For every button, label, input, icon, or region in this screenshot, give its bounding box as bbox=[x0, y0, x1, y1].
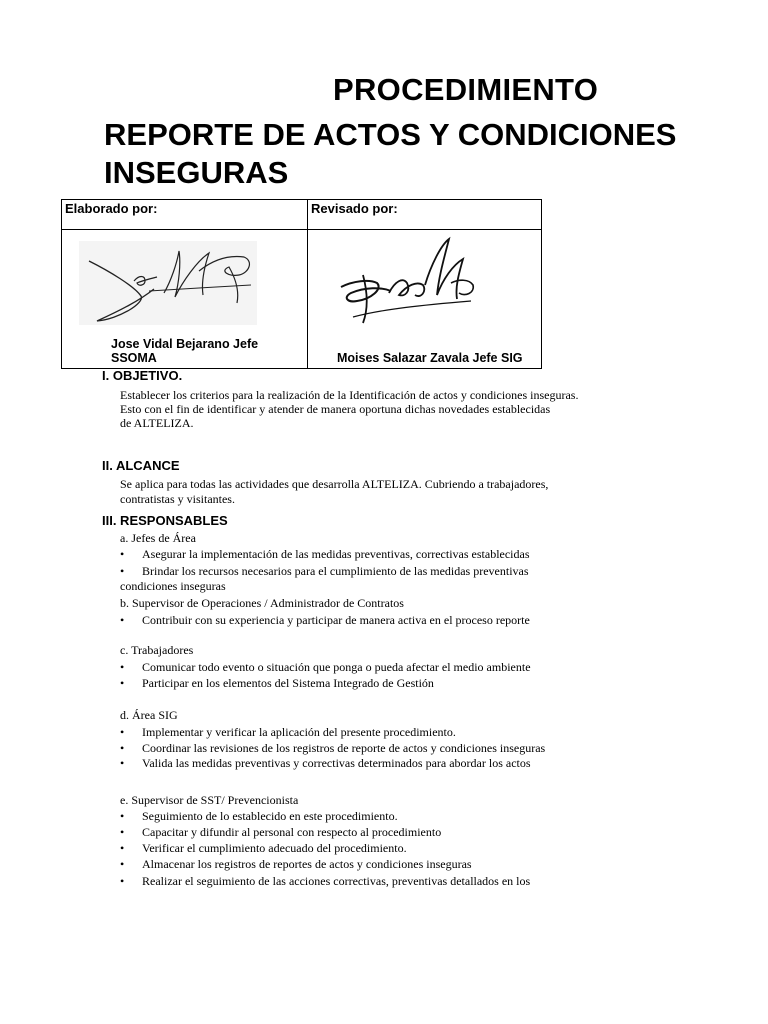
bullet-icon: • bbox=[120, 756, 125, 770]
bullet-icon: • bbox=[120, 841, 125, 855]
section-objetivo-heading: I. OBJETIVO. bbox=[102, 368, 183, 383]
signature-moises-salazar-image bbox=[333, 235, 483, 329]
alcance-line: Se aplica para todas las actividades que desarrolla ALTELIZA. Cubriendo a trabajadores, bbox=[120, 477, 549, 491]
responsable-c-title: c. Trabajadores bbox=[120, 643, 194, 657]
revisado-header-cell bbox=[307, 199, 542, 230]
objetivo-line: de ALTELIZA. bbox=[120, 416, 194, 430]
list-item: Verificar el cumplimiento adecuado del procedimiento. bbox=[142, 841, 407, 855]
objetivo-line: Establecer los criterios para la realización de la Identificación de actos y condiciones inseguras. bbox=[120, 388, 579, 402]
list-item: Brindar los recursos necesarios para el cumplimiento de las medidas preventivas bbox=[142, 564, 529, 578]
bullet-icon: • bbox=[120, 809, 125, 823]
bullet-icon: • bbox=[120, 825, 125, 839]
bullet-icon: • bbox=[120, 676, 125, 690]
subtitle-line-2: INSEGURAS bbox=[104, 155, 289, 190]
signature-table bbox=[61, 199, 542, 369]
list-item: Contribuir con su experiencia y participar de manera activa en el proceso reporte bbox=[142, 613, 530, 627]
list-item: Implementar y verificar la aplicación del presente procedimiento. bbox=[142, 725, 456, 739]
subtitle-line-1: REPORTE DE ACTOS Y CONDICIONES bbox=[104, 117, 677, 152]
bullet-icon: • bbox=[120, 564, 125, 578]
list-item: Asegurar la implementación de las medidas preventivas, correctivas establecidas bbox=[142, 547, 530, 561]
list-item: Capacitar y difundir al personal con respecto al procedimiento bbox=[142, 825, 442, 839]
bullet-icon: • bbox=[120, 741, 125, 755]
objetivo-line: Esto con el fin de identificar y atender de manera oportuna dichas novedades establecidas bbox=[120, 402, 551, 416]
revisado-name: Moises Salazar Zavala Jefe SIG bbox=[337, 351, 523, 365]
list-item: Seguimiento de lo establecido en este procedimiento. bbox=[142, 809, 398, 823]
list-item: Participar en los elementos del Sistema Integrado de Gestión bbox=[142, 676, 434, 690]
bullet-icon: • bbox=[120, 874, 125, 888]
section-alcance-heading: II. ALCANCE bbox=[102, 458, 180, 473]
list-item: Almacenar los registros de reportes de actos y condiciones inseguras bbox=[142, 857, 472, 871]
bullet-icon: • bbox=[120, 613, 125, 627]
elaborado-header-cell bbox=[61, 199, 308, 230]
bullet-icon: • bbox=[120, 660, 125, 674]
bullet-icon: • bbox=[120, 547, 125, 561]
alcance-line: contratistas y visitantes. bbox=[120, 492, 235, 506]
responsable-a-title: a. Jefes de Área bbox=[120, 531, 196, 545]
list-item: Realizar el seguimiento de las acciones correctivas, preventivas detallados en los bbox=[142, 874, 531, 888]
list-item-continuation: condiciones inseguras bbox=[120, 579, 226, 593]
section-responsables-heading: III. RESPONSABLES bbox=[102, 513, 228, 528]
list-item: Coordinar las revisiones de los registros de reporte de actos y condiciones inseguras bbox=[142, 741, 546, 755]
list-item: Valida las medidas preventivas y correctivas determinados para abordar los actos bbox=[142, 756, 531, 770]
responsable-e-title: e. Supervisor de SST/ Prevencionista bbox=[120, 793, 299, 807]
responsable-d-title: d. Área SIG bbox=[120, 708, 178, 722]
elaborado-label: Elaborado por: bbox=[65, 201, 158, 216]
elaborado-name: Jose Vidal Bejarano Jefe SSOMA bbox=[111, 337, 259, 365]
document-title: PROCEDIMIENTO bbox=[333, 72, 599, 107]
document-subtitle bbox=[104, 116, 676, 192]
signature-jose-vidal-image bbox=[79, 241, 257, 325]
list-item: Comunicar todo evento o situación que ponga o pueda afectar el medio ambiente bbox=[142, 660, 531, 674]
bullet-icon: • bbox=[120, 725, 125, 739]
bullet-icon: • bbox=[120, 857, 125, 871]
responsable-b-title: b. Supervisor de Operaciones / Administrador de Contratos bbox=[120, 596, 404, 610]
revisado-label: Revisado por: bbox=[311, 201, 398, 216]
